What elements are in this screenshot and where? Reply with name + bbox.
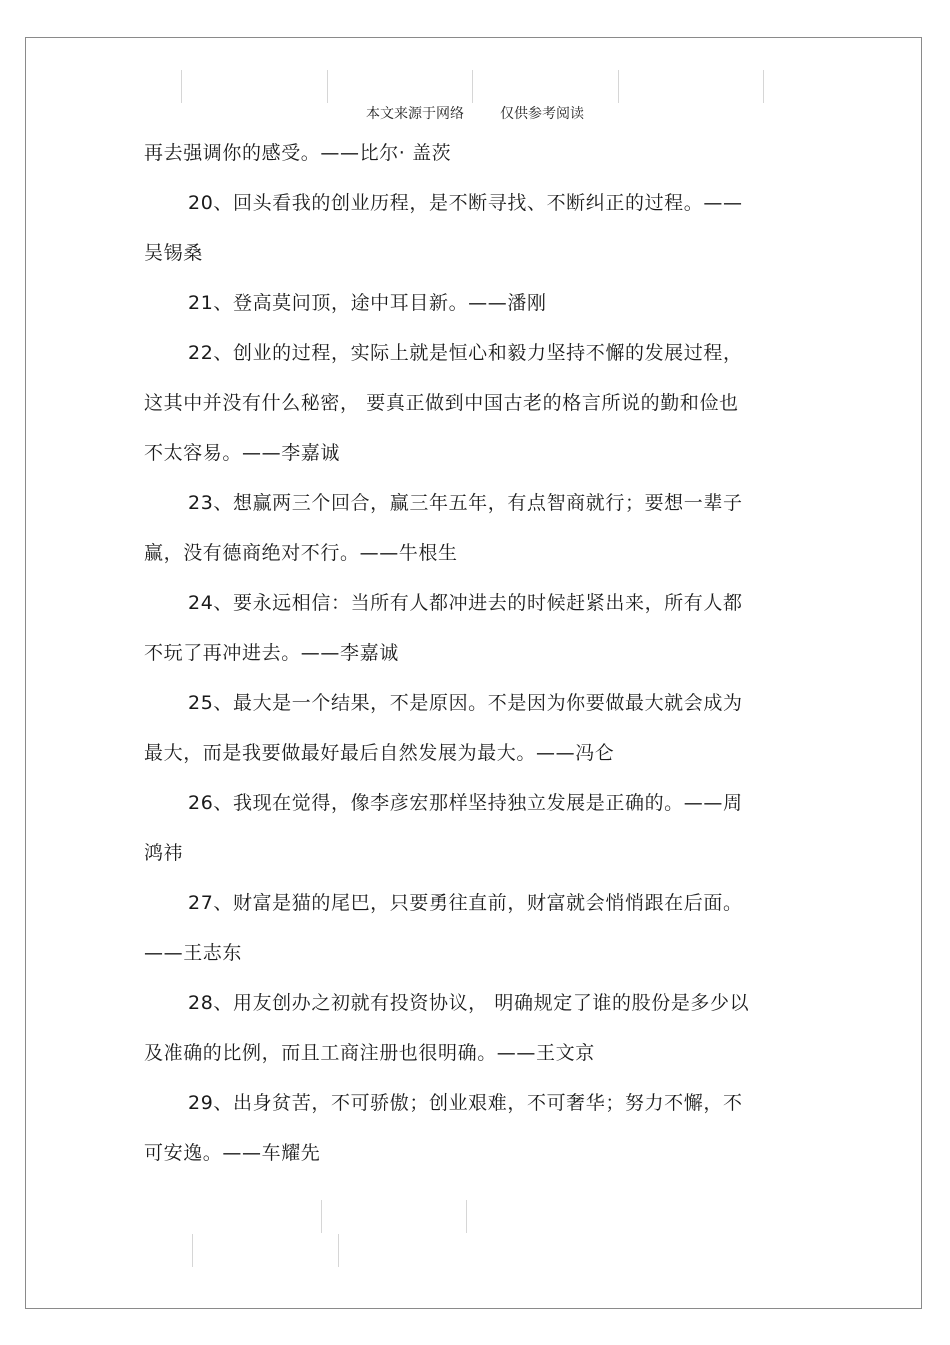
header-rule: [472, 70, 473, 103]
text-line: 最大，而是我要做最好最后自然发展为最大。——冯仑: [144, 742, 615, 764]
page-border: [25, 37, 922, 1309]
text-line: 再去强调你的感受。——比尔· 盖茨: [144, 142, 452, 164]
page-header-note: [0, 103, 950, 123]
text-line: 28、用友创办之初就有投资协议， 明确规定了谁的股份是多少以: [188, 992, 750, 1014]
header-rule: [618, 70, 619, 103]
footer-rule: [192, 1234, 193, 1267]
text-line: 29、出身贫苦，不可骄傲；创业艰难，不可奢华；努力不懈，不: [188, 1092, 743, 1114]
header-rule: [181, 70, 182, 103]
footer-rule: [321, 1200, 322, 1233]
text-line: 鸿祎: [144, 842, 184, 864]
header-rule: [327, 70, 328, 103]
source-note: 本文来源于网络: [366, 106, 464, 122]
header-rule: [763, 70, 764, 103]
text-line: 25、最大是一个结果，不是原因。不是因为你要做最大就会成为: [188, 692, 743, 714]
text-line: 吴锡桑: [144, 242, 203, 264]
text-line: 21、登高莫问顶，途中耳目新。——潘刚: [188, 292, 547, 314]
footer-rule: [466, 1200, 467, 1233]
text-line: 26、我现在觉得，像李彦宏那样坚持独立发展是正确的。——周: [188, 792, 743, 814]
text-line: 22、创业的过程，实际上就是恒心和毅力坚持不懈的发展过程，: [188, 342, 743, 364]
text-line: 及准确的比例，而且工商注册也很明确。——王文京: [144, 1042, 595, 1064]
text-line: 这其中并没有什么秘密， 要真正做到中国古老的格言所说的勤和俭也: [144, 392, 739, 414]
text-line: 可安逸。——车耀先: [144, 1142, 321, 1164]
footer-rule: [338, 1234, 339, 1267]
text-line: 23、想赢两三个回合，赢三年五年，有点智商就行；要想一辈子: [188, 492, 743, 514]
text-line: 不太容易。——李嘉诚: [144, 442, 341, 464]
text-line: 27、财富是猫的尾巴，只要勇往直前，财富就会悄悄跟在后面。: [188, 892, 743, 914]
text-line: 不玩了再冲进去。——李嘉诚: [144, 642, 399, 664]
text-line: 20、回头看我的创业历程，是不断寻找、不断纠正的过程。——: [188, 192, 743, 214]
text-line: 24、要永远相信：当所有人都冲进去的时候赶紧出来，所有人都: [188, 592, 743, 614]
text-line: 赢，没有德商绝对不行。——牛根生: [144, 542, 458, 564]
text-line: ——王志东: [144, 942, 243, 964]
reference-note: 仅供参考阅读: [500, 106, 584, 122]
